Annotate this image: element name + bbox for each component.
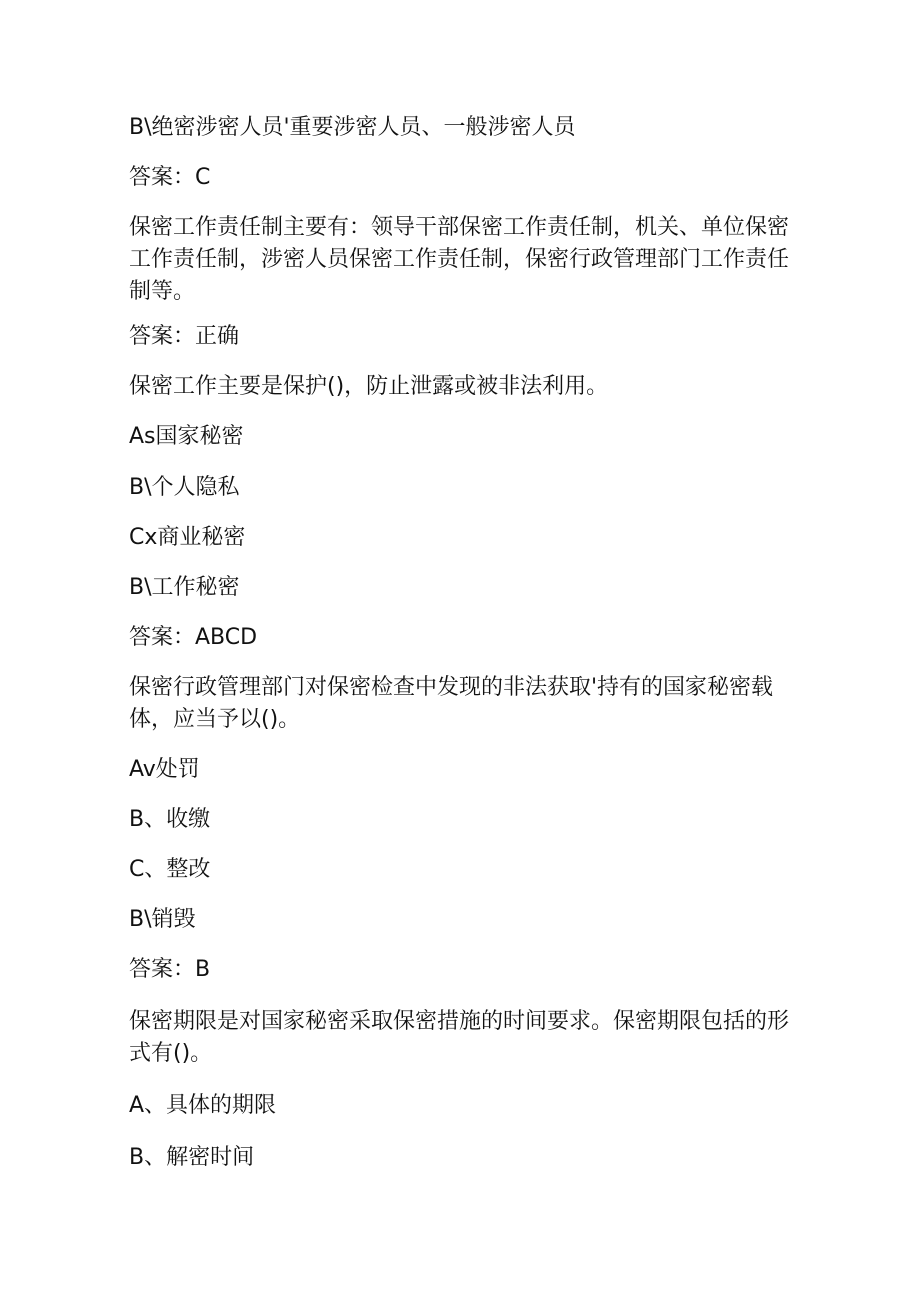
option-a: A、具体的期限: [129, 1093, 277, 1118]
option-a: As国家秘密: [129, 424, 244, 449]
answer-line: 答案：ABCD: [129, 625, 258, 650]
option-b: B、解密时间: [129, 1145, 255, 1170]
option-b: B\个人隐私: [129, 475, 240, 500]
option-d: B\销毁: [129, 907, 196, 932]
option-c: C、整改: [129, 857, 211, 882]
answer-line: 答案：B: [129, 957, 211, 982]
option-b-personnel: B\绝密涉密人员'重要涉密人员、一般涉密人员: [129, 115, 576, 140]
question-text-line-1: 保密行政管理部门对保密检查中发现的非法获取'持有的国家秘密载: [129, 675, 774, 700]
option-c: Cx商业秘密: [129, 525, 246, 550]
answer-line: 答案：正确: [129, 324, 240, 349]
question-text: 保密工作主要是保护()，防止泄露或被非法利用。: [129, 374, 609, 399]
option-d: B\工作秘密: [129, 575, 240, 600]
question-text-line-2: 体，应当予以()。: [129, 707, 301, 732]
answer-line: 答案：C: [129, 165, 211, 190]
option-a: Av处罚: [129, 757, 200, 782]
statement-line-3: 制等。: [129, 279, 196, 304]
question-text-line-2: 式有()。: [129, 1041, 213, 1066]
option-b: B、收缴: [129, 807, 211, 832]
statement-line-2: 工作责任制，涉密人员保密工作责任制，保密行政管理部门工作责任: [129, 247, 790, 272]
question-text-line-1: 保密期限是对国家秘密采取保密措施的时间要求。保密期限包括的形: [129, 1009, 790, 1034]
statement-line-1: 保密工作责任制主要有：领导干部保密工作责任制，机关、单位保密: [129, 215, 790, 240]
